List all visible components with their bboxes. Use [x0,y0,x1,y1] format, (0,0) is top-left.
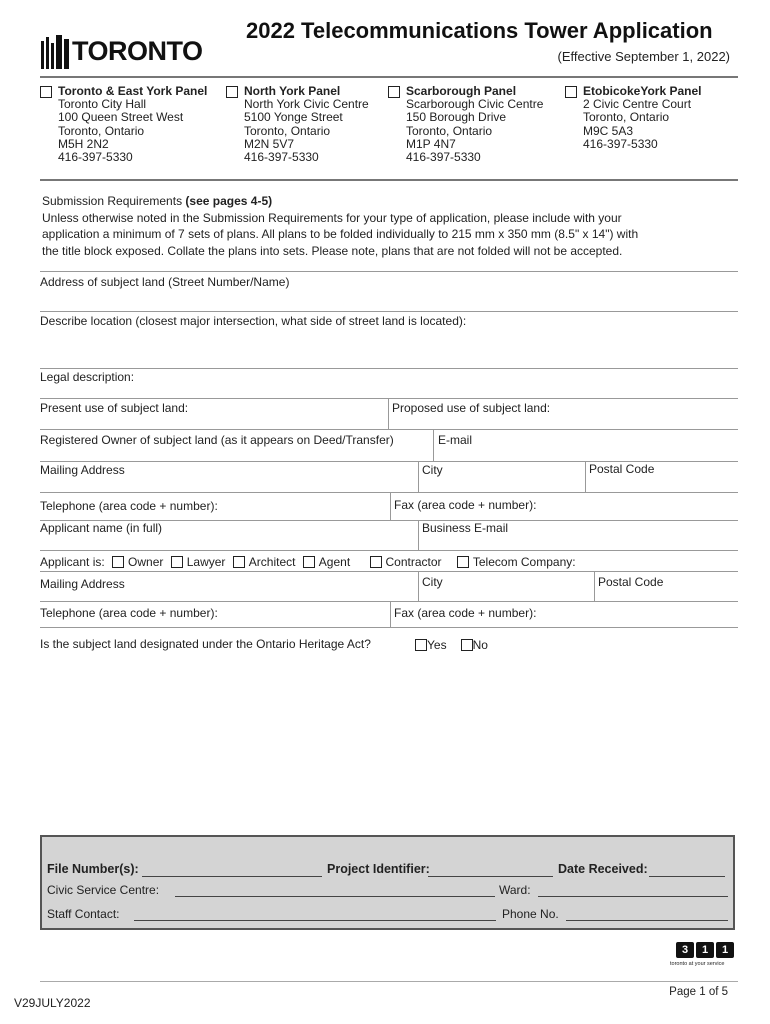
panel-line: Toronto, Ontario [244,123,331,138]
form-vline [390,492,391,520]
page-title: 2022 Telecommunications Tower Application [246,18,713,43]
form-line [40,571,738,572]
applicant-name-label: Applicant name (in full) [40,521,163,535]
panel-line: 416-397-5330 [406,150,481,165]
req-heading-pages: (see pages 4-5) [185,194,273,208]
panel-line: Scarborough Civic Centre [406,97,544,112]
lawyer-checkbox[interactable] [171,556,183,568]
mailing-address-label: Mailing Address [40,463,125,477]
telephone-label: Telephone (area code + number): [40,499,218,513]
telecom-company-option-label: Telecom Company: [472,555,576,569]
email-label: E-mail [438,433,473,447]
ward-field[interactable] [538,896,728,897]
owner-label: Registered Owner of subject land (as it appears on Deed/Transfer) [40,433,394,447]
no-checkbox[interactable] [461,639,473,651]
agent-checkbox[interactable] [303,556,315,568]
panel-line: Toronto City Hall [58,97,147,112]
mailing-address-label: Mailing Address [40,577,125,591]
project-identifier-label: Project Identifier: [327,862,430,876]
panel-name: Toronto & East York Panel [58,84,208,98]
panel-north-york [244,85,369,164]
panel-scarborough [406,85,543,164]
architect-checkbox[interactable] [233,556,245,568]
panel-etobicoke-york [583,85,701,151]
panel-checkbox[interactable] [388,86,400,98]
lawyer-option-label: Lawyer [186,555,226,569]
date-received-label: Date Received: [558,862,648,876]
legal-description-label: Legal description: [40,370,135,384]
panel-line: 416-397-5330 [58,150,133,165]
form-line [40,398,738,399]
owner-checkbox[interactable] [112,556,124,568]
applicant-is-label: Applicant is: [40,555,105,569]
city-label: City [422,575,443,589]
panel-toronto-east-york [58,85,207,164]
owner-option-label: Owner [128,555,164,569]
form-vline [418,461,419,492]
applicant-type-row [40,555,580,569]
phone-label: Phone No. [502,907,559,921]
telecom-company-checkbox[interactable] [457,556,469,568]
postal-code-label: Postal Code [598,575,664,589]
panel-line: Toronto, Ontario [583,110,670,125]
agent-option-label: Agent [318,555,351,569]
311-tagline: toronto at your service [670,961,725,967]
yes-checkbox[interactable] [415,639,427,651]
submission-requirements [42,193,692,259]
file-number-field[interactable] [142,876,322,877]
panel-name: EtobicokeYork Panel [583,84,702,98]
panel-line: M9C 5A3 [583,123,634,138]
proposed-use-label: Proposed use of subject land: [392,401,551,415]
req-line: Unless otherwise noted in the Submission Requirements for your type of application, please include with your [42,210,622,225]
divider [40,179,738,181]
file-number-label: File Number(s): [47,862,139,876]
panel-name: North York Panel [244,84,341,98]
telephone-label: Telephone (area code + number): [40,606,218,620]
phone-field[interactable] [566,920,728,921]
badge-digit: 3 [676,942,694,958]
city-label: City [422,463,443,477]
badge-digit: 1 [716,942,734,958]
fax-label: Fax (area code + number): [394,498,537,512]
present-use-label: Present use of subject land: [40,401,189,415]
panel-line: 5100 Yonge Street [244,110,343,125]
req-heading: Submission Requirements [42,194,186,208]
divider [40,76,738,78]
form-line [40,627,738,628]
badge-digit: 1 [696,942,714,958]
contractor-option-label: Contractor [385,555,442,569]
civic-centre-field[interactable] [175,896,495,897]
panel-line: North York Civic Centre [244,97,369,112]
form-vline [388,398,389,429]
form-line [40,429,738,430]
panel-line: 150 Borough Drive [406,110,507,125]
form-line [40,492,738,493]
contractor-checkbox[interactable] [370,556,382,568]
panel-checkbox[interactable] [226,86,238,98]
panel-line: 2 Civic Centre Court [583,97,692,112]
form-line [40,271,738,272]
req-line: the title block exposed. Collate the plans into sets. Please note, plans that are not folded will not be accepted. [42,243,623,258]
civic-centre-label: Civic Service Centre: [47,883,160,897]
form-line [40,311,738,312]
staff-contact-label: Staff Contact: [47,907,120,921]
form-vline [585,461,586,492]
panel-line: Toronto, Ontario [58,123,145,138]
page-subtitle: (Effective September 1, 2022) [557,49,730,64]
heritage-question: Is the subject land designated under the Ontario Heritage Act? [40,637,371,651]
panel-line: M2N 5V7 [244,136,295,151]
panel-name: Scarborough Panel [406,84,517,98]
panel-line: Toronto, Ontario [406,123,493,138]
panel-checkbox[interactable] [40,86,52,98]
form-vline [594,571,595,601]
business-email-label: Business E-mail [422,521,509,535]
form-vline [433,429,434,461]
panel-line: M5H 2N2 [58,136,109,151]
panel-checkbox[interactable] [565,86,577,98]
form-line [40,601,738,602]
version-code: V29JULY2022 [14,996,91,1010]
form-line [40,550,738,551]
footer-divider [40,981,738,982]
no-label: No [472,638,488,652]
311-logo-icon [676,942,734,958]
req-line: application a minimum of 7 sets of plans. All plans to be folded individually to 215 mm x 350 mm (8.5" x 14") with [42,227,639,241]
ward-label: Ward: [499,883,531,897]
postal-code-label: Postal Code [589,462,655,476]
date-received-field[interactable] [649,876,725,877]
panel-line: M1P 4N7 [406,136,456,151]
describe-location-label: Describe location (closest major intersection, what side of street land is located): [40,314,467,328]
form-line [40,368,738,369]
address-label: Address of subject land (Street Number/Name) [40,275,290,289]
form-vline [418,571,419,601]
architect-option-label: Architect [248,555,296,569]
project-identifier-field[interactable] [428,876,553,877]
panel-line: 416-397-5330 [244,150,319,165]
panel-line: 416-397-5330 [583,136,658,151]
panel-line: 100 Queen Street West [58,110,184,125]
page-number: Page 1 of 5 [669,986,728,998]
fax-label: Fax (area code + number): [394,606,537,620]
heritage-options [415,638,488,652]
staff-contact-field[interactable] [134,920,496,921]
logo-text: TORONTO [72,36,203,66]
form-vline [418,520,419,550]
yes-label: Yes [427,638,447,652]
form-vline [390,601,391,627]
